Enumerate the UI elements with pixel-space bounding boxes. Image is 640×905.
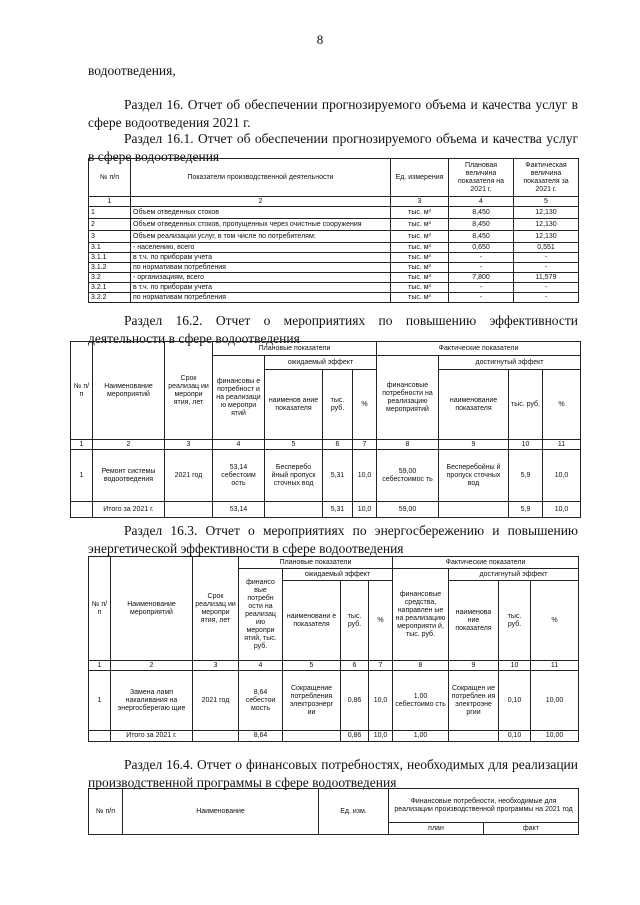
t1-col-index: 3 xyxy=(391,197,449,207)
row-unit: тыс. м³ xyxy=(391,273,449,283)
t3-header-actual: Фактические показатели xyxy=(393,557,579,569)
row-name: по нормативам потребления xyxy=(131,263,391,273)
total-pct-fact: 10,0 xyxy=(543,502,581,518)
t3-header-num: № п/п xyxy=(89,557,111,661)
row-num: 3.2.2 xyxy=(89,293,131,303)
table-total-row xyxy=(71,502,581,518)
t2-col-index: 2 xyxy=(93,440,165,450)
total-fin-plan: 8,64 xyxy=(239,731,283,742)
row-fact: - xyxy=(514,293,579,303)
row-unit: тыс. м³ xyxy=(391,219,449,231)
total-pct-fact: 10,00 xyxy=(531,731,579,742)
t1-col-index: 5 xyxy=(514,197,579,207)
table-row xyxy=(89,671,579,731)
row-name: - населению, всего xyxy=(131,243,391,253)
row-term: 2021 год xyxy=(193,671,239,731)
table-row xyxy=(71,450,581,502)
row-plan: 8,450 xyxy=(449,219,514,231)
row-fact: 0,551 xyxy=(514,243,579,253)
row-fin-plan: 8,64 себестои мость xyxy=(239,671,283,731)
row-fact: 11,579 xyxy=(514,273,579,283)
t2-col-index: 10 xyxy=(509,440,543,450)
row-fin-fact: 59,00 себестоимос ть xyxy=(377,450,439,502)
t1-header-name: Показатели производственной деятельности xyxy=(131,159,391,197)
total-rub-plan: 5,31 xyxy=(323,502,353,518)
t2-header-expected: ожидаемый эффект xyxy=(265,356,377,370)
t1-header-fact: Фактическая величина показателя за 2021 г. xyxy=(514,159,579,197)
t2-header-planned: Плановые показатели xyxy=(213,342,377,356)
section-16-4-title: Раздел 16.4. Отчет о финансовых потребностях, необходимых для реализации производственной программы в сфере водоотведения xyxy=(88,757,578,790)
total-pct-plan: 10,0 xyxy=(369,731,393,742)
row-num: 3.1.1 xyxy=(89,253,131,263)
row-name: в т.ч. по приборам учета xyxy=(131,283,391,293)
row-pct-fact: 10,0 xyxy=(543,450,581,502)
t4-header-plan: план xyxy=(389,823,484,835)
row-num: 3 xyxy=(89,231,131,243)
row-num: 1 xyxy=(89,207,131,219)
t2-header-fin-plan: финансовы е потребност и на реализаци ю меропри ятий xyxy=(213,356,265,440)
row-fact: - xyxy=(514,283,579,293)
row-name: Ремонт системы водоотведения xyxy=(93,450,165,502)
t2-col-index: 9 xyxy=(439,440,509,450)
t3-header-planned: Плановые показатели xyxy=(239,557,393,569)
t3-header-fin-fact: финансовые средства, направлен ые на реализацию мероприяти й, тыс. руб. xyxy=(393,569,449,661)
section-16-3-title: Раздел 16.3. Отчет о мероприятиях по энергосбережению и повышению энергетической эффективности в сфере водоотведения xyxy=(88,523,578,556)
row-plan: 0,650 xyxy=(449,243,514,253)
t3-col-index: 1 xyxy=(89,661,111,671)
t3-header-expected: ожидаемый эффект xyxy=(283,569,393,581)
total-pct-plan: 10,0 xyxy=(353,502,377,518)
row-name: Объем отведенных стоков xyxy=(131,207,391,219)
row-unit: тыс. м³ xyxy=(391,207,449,219)
row-term: 2021 год xyxy=(165,450,213,502)
row-fin-fact: 1,00 себестоимо сть xyxy=(393,671,449,731)
t4-header-fin: Финансовые потребности, необходимые для реализации производственной программы на 2021 год xyxy=(389,789,579,823)
row-num: 1 xyxy=(71,450,93,502)
row-effect-fact: Сокращен ие потреблен ия электроэне ргии xyxy=(449,671,499,731)
t2-col-index: 7 xyxy=(353,440,377,450)
table-row xyxy=(89,293,579,303)
t2-col-index: 5 xyxy=(265,440,323,450)
row-num: 1 xyxy=(89,671,111,731)
t3-header-indicator: наименова ние показателя xyxy=(449,581,499,661)
t3-header-pct: % xyxy=(369,581,393,661)
total-fin-plan: 53,14 xyxy=(213,502,265,518)
table-row xyxy=(89,207,579,219)
t4-header-name: Наименование xyxy=(123,789,319,835)
t3-header-pct: % xyxy=(531,581,579,661)
row-num: 3.2 xyxy=(89,273,131,283)
table-16-1 xyxy=(88,158,579,303)
t3-col-index: 2 xyxy=(111,661,193,671)
row-num: 2 xyxy=(89,219,131,231)
t2-col-index: 11 xyxy=(543,440,581,450)
t2-col-index: 6 xyxy=(323,440,353,450)
row-unit: тыс. м³ xyxy=(391,263,449,273)
total-rub-fact: 0,10 xyxy=(499,731,531,742)
total-label: Итого за 2021 г. xyxy=(93,502,165,518)
t4-header-unit: Ед. изм. xyxy=(319,789,389,835)
table-row xyxy=(89,283,579,293)
row-plan: - xyxy=(449,283,514,293)
t3-header-thous-rub: тыс. руб. xyxy=(499,581,531,661)
row-fin-plan: 53,14 себестоим ость xyxy=(213,450,265,502)
t3-col-index: 10 xyxy=(499,661,531,671)
total-rub-plan: 0,86 xyxy=(341,731,369,742)
t2-header-thous-rub: тыс. руб. xyxy=(323,370,353,440)
row-rub-fact: 0,10 xyxy=(499,671,531,731)
section-16-title: Раздел 16. Отчет об обеспечении прогнозируемого объема и качества услуг в сфере водоотведения 2021 г. xyxy=(88,97,578,130)
t2-header-indicator: наименов ание показателя xyxy=(265,370,323,440)
t3-col-index: 11 xyxy=(531,661,579,671)
row-name: Объем отведенных стоков, пропущенных через очистные сооружения xyxy=(131,219,391,231)
t3-header-fin-plan: финансо вые потребн ости на реализац ию меропри ятий, тыс. руб. xyxy=(239,569,283,661)
total-rub-fact: 5,9 xyxy=(509,502,543,518)
row-effect-fact: Бесперебойны й пропуск сточных вод xyxy=(439,450,509,502)
table-row xyxy=(89,243,579,253)
t2-header-thous-rub: тыс. руб. xyxy=(509,370,543,440)
row-pct-plan: 10,0 xyxy=(369,671,393,731)
t3-header-name: Наименование мероприятий xyxy=(111,557,193,661)
t2-header-term: Срок реализац ии меропри ятия, лет xyxy=(165,342,213,440)
t3-header-achieved: достигнутый эффект xyxy=(449,569,579,581)
total-label: Итого за 2021 г. xyxy=(111,731,193,742)
t2-header-indicator: наименование показателя xyxy=(439,370,509,440)
row-unit: тыс. м³ xyxy=(391,283,449,293)
row-fact: 12,130 xyxy=(514,231,579,243)
row-plan: - xyxy=(449,263,514,273)
total-fin-fact: 59,00 xyxy=(377,502,439,518)
table-16-4 xyxy=(88,788,579,835)
table-16-2 xyxy=(70,341,581,518)
row-rub-plan: 5,31 xyxy=(323,450,353,502)
table-row xyxy=(89,253,579,263)
t3-header-indicator: наименовани е показателя xyxy=(283,581,341,661)
t2-header-num: № п/ п xyxy=(71,342,93,440)
row-pct-plan: 10,0 xyxy=(353,450,377,502)
t3-col-index: 3 xyxy=(193,661,239,671)
row-rub-plan: 0,86 xyxy=(341,671,369,731)
table-row xyxy=(89,219,579,231)
t2-header-pct: % xyxy=(353,370,377,440)
table-row xyxy=(89,263,579,273)
t2-header-pct: % xyxy=(543,370,581,440)
table-16-3 xyxy=(88,556,579,742)
t2-header-achieved: достигнутый эффект xyxy=(439,356,581,370)
row-unit: тыс. м³ xyxy=(391,231,449,243)
section-16-1-title: Раздел 16.1. Отчет об обеспечении прогнозируемого объема и качества услуг в сфере водоотведения xyxy=(88,131,578,164)
t3-col-index: 8 xyxy=(393,661,449,671)
t2-col-index: 3 xyxy=(165,440,213,450)
row-num: 3.1 xyxy=(89,243,131,253)
row-effect-plan: Бесперебо йный пропуск сточных вод xyxy=(265,450,323,502)
row-unit: тыс. м³ xyxy=(391,243,449,253)
row-name: - организациям, всего xyxy=(131,273,391,283)
t2-col-index: 1 xyxy=(71,440,93,450)
t3-col-index: 6 xyxy=(341,661,369,671)
row-name: Замена ламп накаливания на энергосберегаю щие xyxy=(111,671,193,731)
row-fact: - xyxy=(514,253,579,263)
t3-header-thous-rub: тыс. руб. xyxy=(341,581,369,661)
section-16-2-title: Раздел 16.2. Отчет о мероприятиях по повышению эффективности деятельности в сфере водоотведения xyxy=(88,313,578,346)
row-unit: тыс. м³ xyxy=(391,293,449,303)
t1-header-unit: Ед. измерения xyxy=(391,159,449,197)
t3-col-index: 7 xyxy=(369,661,393,671)
page-number: 8 xyxy=(316,32,324,47)
row-effect-plan: Сокращение потребления электроэнерг ии xyxy=(283,671,341,731)
row-unit: тыс. м³ xyxy=(391,253,449,263)
table-row xyxy=(89,273,579,283)
row-pct-fact: 10,00 xyxy=(531,671,579,731)
row-plan: 7,800 xyxy=(449,273,514,283)
t3-col-index: 9 xyxy=(449,661,499,671)
t4-header-fact: факт xyxy=(484,823,579,835)
row-plan: 8,450 xyxy=(449,207,514,219)
row-name: Объем реализации услуг, в том числе по потребителям: xyxy=(131,231,391,243)
t2-header-name: Наименование мероприятий xyxy=(93,342,165,440)
row-plan: - xyxy=(449,253,514,263)
table-row xyxy=(89,231,579,243)
row-num: 3.1.2 xyxy=(89,263,131,273)
t4-header-num: № п/п xyxy=(89,789,123,835)
row-rub-fact: 5,9 xyxy=(509,450,543,502)
t3-col-index: 4 xyxy=(239,661,283,671)
row-num: 3.2.1 xyxy=(89,283,131,293)
t2-header-actual: Фактические показатели xyxy=(377,342,581,356)
row-plan: 8,450 xyxy=(449,231,514,243)
t2-header-fin-fact: финансовые потребности на реализацию мероприятий xyxy=(377,356,439,440)
row-name: по нормативам потребления xyxy=(131,293,391,303)
row-fact: 12,130 xyxy=(514,207,579,219)
t1-header-num: № п/п xyxy=(89,159,131,197)
t2-col-index: 8 xyxy=(377,440,439,450)
t1-header-plan: Плановая величина показателя на 2021 г. xyxy=(449,159,514,197)
t1-col-index: 2 xyxy=(131,197,391,207)
row-plan: - xyxy=(449,293,514,303)
table-total-row xyxy=(89,731,579,742)
row-name: в т.ч. по приборам учета xyxy=(131,253,391,263)
t3-col-index: 5 xyxy=(283,661,341,671)
t1-col-index: 4 xyxy=(449,197,514,207)
lead-text: водоотведения, xyxy=(88,63,176,78)
t3-header-term: Срок реализац ии меропри ятия, лет xyxy=(193,557,239,661)
t2-col-index: 4 xyxy=(213,440,265,450)
t1-col-index: 1 xyxy=(89,197,131,207)
total-fin-fact: 1,00 xyxy=(393,731,449,742)
row-fact: 12,130 xyxy=(514,219,579,231)
row-fact: - xyxy=(514,263,579,273)
